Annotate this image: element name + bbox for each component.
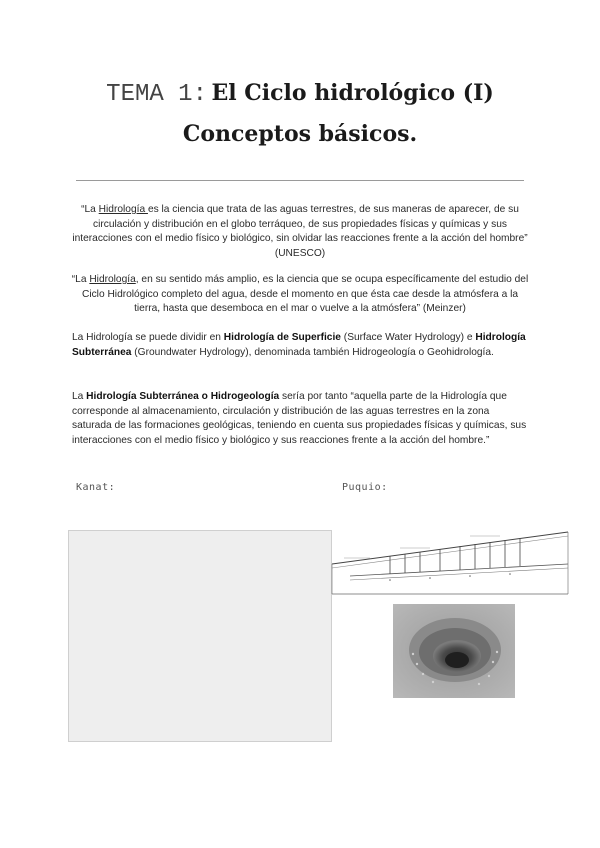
quote-meinzer — [70, 273, 530, 317]
text: (Surface Water Hydrology) e — [340, 332, 476, 343]
quote-open: “La — [81, 204, 99, 215]
term-hidrologia: Hidrología — [89, 274, 136, 285]
page-title — [0, 74, 600, 153]
label-kanat: Kanat: — [76, 482, 116, 493]
quote-unesco — [70, 203, 530, 261]
title-line-1 — [0, 74, 600, 115]
puquio-photo — [393, 604, 515, 698]
bold-term: Hidrología Subterránea — [72, 332, 526, 358]
bold-term: Hidrología de Superficie — [223, 332, 341, 343]
bold-term: Hidrología Subterránea o Hidrogeología — [86, 391, 280, 402]
quote-text: , en su sentido más amplio, es la ciencia que se ocupa específicamente del estudio del Ciclo Hidrológico completo del agua, desde el momento en que ésta cae desde la atmósfera a la tierra, hasta que desemboca en el mar o vuelve a la atmósfera” (Meinzer) — [81, 274, 529, 314]
kanat-image-placeholder — [68, 530, 332, 742]
title-line-2: Conceptos básicos. — [182, 121, 418, 147]
paragraph-definition — [72, 390, 528, 448]
term-hidrologia: Hidrología — [98, 204, 148, 215]
puquio-cross-section-diagram — [330, 524, 570, 600]
text: La Hidrología se puede dividir en — [72, 332, 224, 343]
text: (Groundwater Hydrology), denominada también Hidrogeología o Geohidrología. — [131, 346, 494, 358]
title-prefix: TEMA 1: — [106, 81, 207, 108]
label-puquio: Puquio: — [342, 482, 388, 493]
text: La — [72, 391, 87, 402]
title-main: El Ciclo hidrológico (I) — [211, 80, 494, 106]
text: sería por tanto “aquella parte de la Hidrología que corresponde al almacenamiento, circulación y distribución de las aguas terrestres en la zona saturada de las formaciones geológicas, teniendo en cuenta sus propiedades físicas y químicas, sus interacciones con el medio físico y biológico y sus reacciones frente a la acción del hombre.” — [72, 391, 527, 446]
quote-open: “La — [71, 274, 90, 285]
quote-text: es la ciencia que trata de las aguas terrestres, de sus maneras de aparecer, de su circulación y distribución en el globo terráqueo, de sus propiedades físicas y químicas y sus interacciones con el medio físico y biológico, sin olvidar las reacciones frente a la acción del hombre” (UNESCO) — [72, 204, 528, 259]
paragraph-division — [72, 331, 528, 360]
divider — [76, 180, 524, 181]
